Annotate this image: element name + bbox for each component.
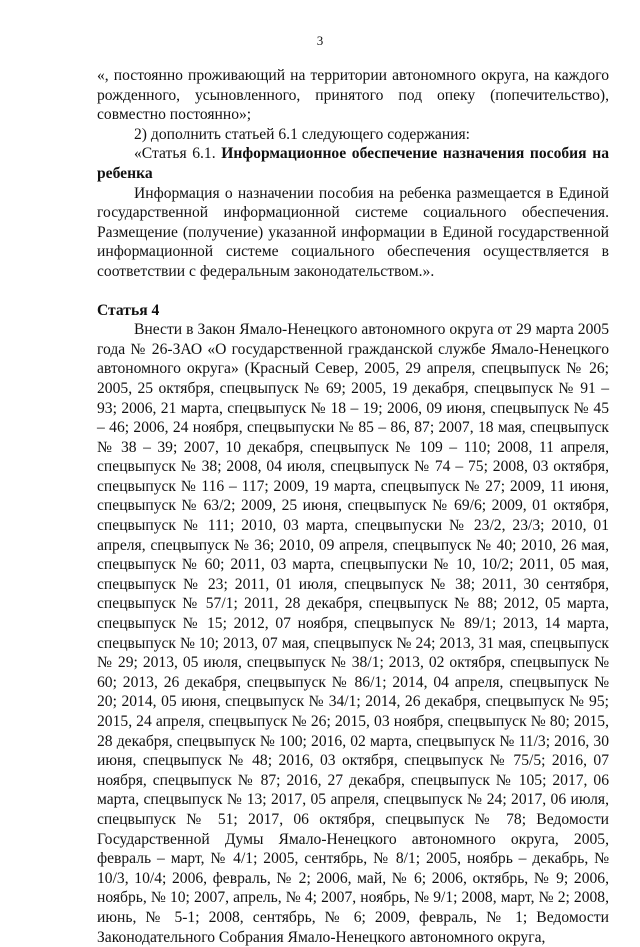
paragraph-item-2: 2) дополнить статьей 6.1 следующего содержания:: [134, 125, 471, 143]
page-number: 3: [316, 33, 324, 48]
document-body: [97, 66, 609, 947]
article-6-1-heading: [97, 144, 609, 183]
paragraph-article-4-body: Внести в Закон Ямало-Ненецкого автономного округа от 29 марта 2005 года № 26-ЗАО «О государственной гражданской службе Ямало-Ненецкого автономного округа» (Красный Север, 2005, 29 апреля, спецвыпуск № 26; 2005, 25 октября, спецвыпуск № 69; 2005, 19 декабря, спецвыпуск № 91 – 93; 2006, 21 марта, спецвыпуск № 18 – 19; 2006, 09 июня, спецвыпуск № 45 – 46; 2006, 24 ноября, спецвыпуски № 85 – 86, 87; 2007, 18 мая, спецвыпуск № 38 – 39; 2007, 10 декабря, спецвыпуск № 109 – 110; 2008, 11 апреля, спецвыпуск № 38; 2008, 04 июля, спецвыпуск № 74 – 75; 2008, 03 октября, спецвыпуск № 116 – 117; 2009, 19 марта, спецвыпуск № 27; 2009, 11 июня, спецвыпуск № 63/2; 2009, 25 июня, спецвыпуск № 69/6; 2009, 01 октября, спецвыпуск № 111; 2010, 03 марта, спецвыпуски № 23/2, 23/3; 2010, 01 апреля, спецвыпуск № 36; 2010, 09 апреля, спецвыпуск № 40; 2010, 26 мая, спецвыпуск № 60; 2011, 03 марта, спецвыпуски № 10, 10/2; 2011, 05 мая, спецвыпуск № 23; 2011, 01 июля, спецвыпуск № 38; 2011, 30 сентября, спецвыпуск № 57/1; 2011, 28 декабря, спецвыпуск № 88; 2012, 05 марта, спецвыпуск № 15; 2012, 07 ноября, спецвыпуск № 89/1; 2013, 14 марта, спецвыпуск № 10; 2013, 07 мая, спецвыпуск № 24; 2013, 31 мая, спецвыпуск № 29; 2013, 05 июля, спецвыпуск № 38/1; 2013, 02 октября, спецвыпуск № 60; 2013, 26 декабря, спецвыпуск № 86/1; 2014, 04 апреля, спецвыпуск № 20; 2014, 05 июня, спецвыпуск № 34/1; 2014, 26 декабря, спецвыпуск № 95; 2015, 24 апреля, спецвыпуск № 26; 2015, 03 ноября, спецвыпуск № 80; 2015, 28 декабря, спецвыпуск № 100; 2016, 02 марта, спецвыпуск № 11/3; 2016, 30 июня, спецвыпуск № 48; 2016, 03 октября, спецвыпуск № 75/5; 2016, 07 ноября, спецвыпуск № 87; 2016, 27 декабря, спецвыпуск № 105; 2017, 06 марта, спецвыпуск № 13; 2017, 05 апреля, спецвыпуск № 24; 2017, 06 июля, спецвыпуск № 51; 2017, 06 октября, спецвыпуск № 78; Ведомости Государственной Думы Ямало-Ненецкого автономного округа, 2005, февраль – март, № 4/1; 2005, сентябрь, № 8/1; 2005, ноябрь – декабрь, № 10/3, 10/4; 2006, февраль, № 2; 2006, май, № 6; 2006, октябрь, № 9; 2006, ноябрь, № 10; 2007, апрель, № 4; 2007, ноябрь, № 9/1; 2008, март, № 2; 2008, июнь, № 5-1; 2008, сентябрь, № 6; 2009, февраль, № 1; Ведомости Законодательного Собрания Ямало-Ненецкого автономного округа,: [97, 321, 609, 946]
paragraph-quote-continuation: «, постоянно проживающий на территории автономного округа, на каждого рожденного, усыновленного, принятого под опеку (попечительство), совместно постоянно»;: [97, 67, 609, 124]
article-6-1-title: Информационное обеспечение назначения пособия на ребенка: [97, 145, 609, 182]
spacer: [97, 282, 609, 301]
article-6-1-prefix: «Статья 6.1.: [134, 145, 222, 163]
article-4-title: Статья 4: [97, 301, 160, 319]
paragraph-article-6-1-body: Информация о назначении пособия на ребенка размещается в Единой государственной информационной системе социального обеспечения. Размещение (получение) указанной информации в Единой государственной информационной системе социального обеспечения осуществляется в соответствии с федеральным законодательством.».: [97, 184, 609, 280]
